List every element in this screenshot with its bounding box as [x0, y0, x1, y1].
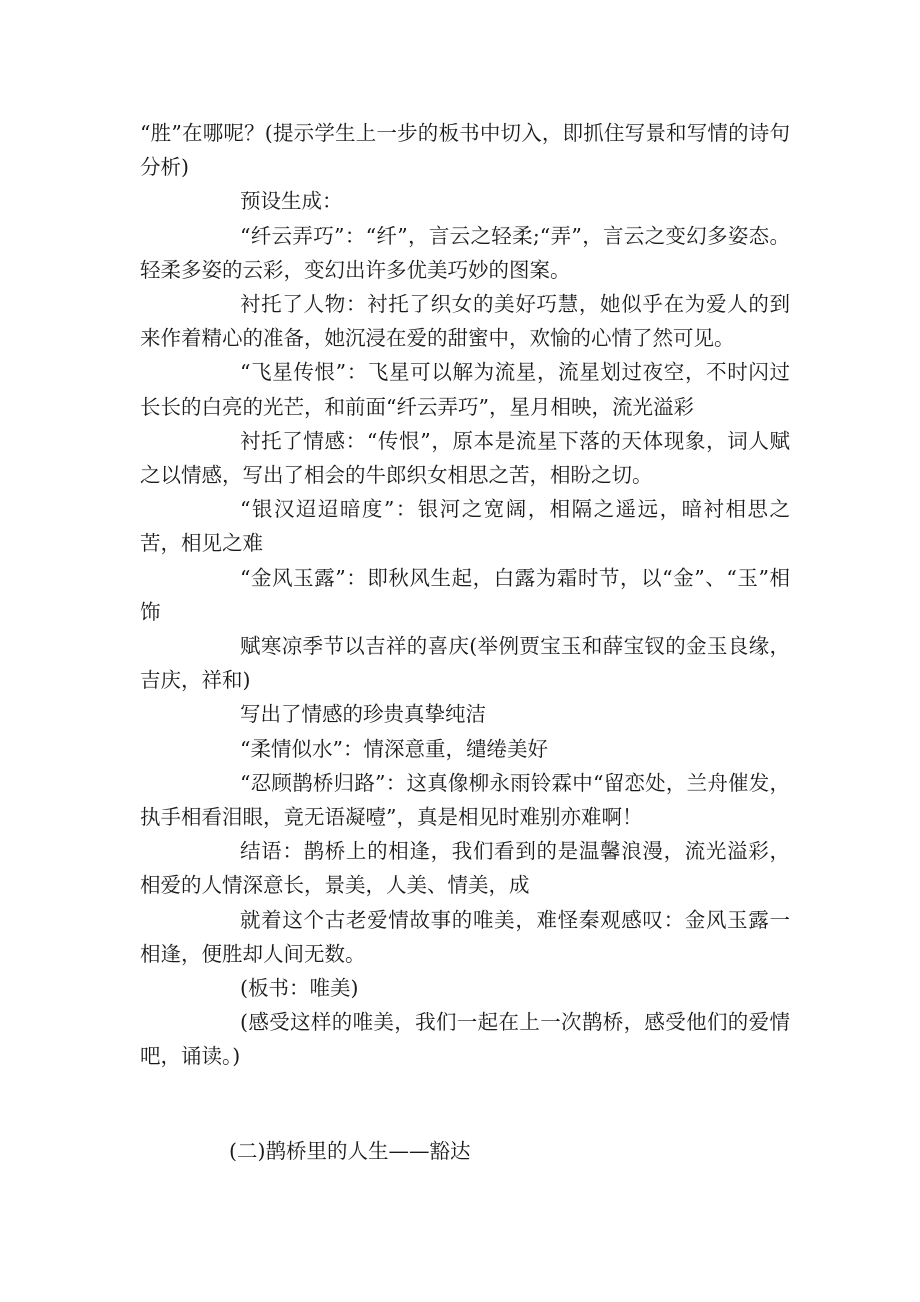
paragraph-feixing: “飞星传恨”：飞星可以解为流星，流星划过夜空，不时闪过长长的白亮的光芒，和前面“纤云弄巧”，星月相映，流光溢彩 — [140, 360, 790, 419]
paragraph-xianyun: “纤云弄巧”：“纤”，言云之轻柔;“弄”，言云之变幻多姿态。轻柔多姿的云彩，变幻出许多优美巧妙的图案。 — [140, 223, 790, 282]
paragraph-season: 赋寒凉季节以吉祥的喜庆(举例贾宝玉和薛宝钗的金玉良缘，吉庆，祥和) — [140, 634, 790, 693]
paragraph-precious: 写出了情感的珍贵真挚纯洁 — [240, 702, 486, 727]
paragraph-jinfeng: “金风玉露”：即秋风生起，白露为霜时节，以“金”、“玉”相饰 — [140, 565, 790, 624]
paragraph-conclusion: 结语：鹊桥上的相逢，我们看到的是温馨浪漫，流光溢彩，相爱的人情深意长，景美，人美、情美，成 — [140, 839, 790, 898]
paragraph-emotion-contrast: 衬托了情感：“传恨”，原本是流星下落的天体现象，词人赋之以情感，写出了相会的牛郎织女相思之苦，相盼之切。 — [140, 428, 790, 488]
paragraph-rengu: “忍顾鹊桥归路”：这真像柳永雨铃霖中“留恋处，兰舟催发，执手相看泪眼，竟无语凝噎”，真是相见时难别亦难啊！ — [140, 770, 790, 830]
paragraph-recite: (感受这样的唯美，我们一起在上一次鹊桥，感受他们的爱情吧，诵读。) — [140, 1010, 790, 1069]
paragraph-yinhan: “银汉迢迢暗度”：银河之宽阔，相隔之遥远，暗衬相思之苦，相见之难 — [140, 497, 790, 556]
paragraph-rouqing: “柔情似水”：情深意重，缱绻美好 — [240, 736, 548, 761]
paragraph-character-contrast: 衬托了人物：衬托了织女的美好巧慧，她似乎在为爱人的到来作着精心的准备，她沉浸在爱的甜蜜中，欢愉的心情了然可见。 — [140, 292, 790, 351]
paragraph-preset: 预设生成： — [240, 189, 343, 214]
paragraph-board-note: (板书：唯美) — [240, 976, 359, 1001]
paragraph-question: “胜”在哪呢？(提示学生上一步的板书中切入，即抓住写景和写情的诗句分析) — [140, 121, 790, 180]
section-heading: (二)鹊桥里的人生——豁达 — [229, 1139, 471, 1163]
document-body — [140, 116, 790, 1074]
paragraph-conclusion-cont: 就着这个古老爱情故事的唯美，难怪秦观感叹：金风玉露一相逢，便胜却人间无数。 — [140, 907, 790, 966]
